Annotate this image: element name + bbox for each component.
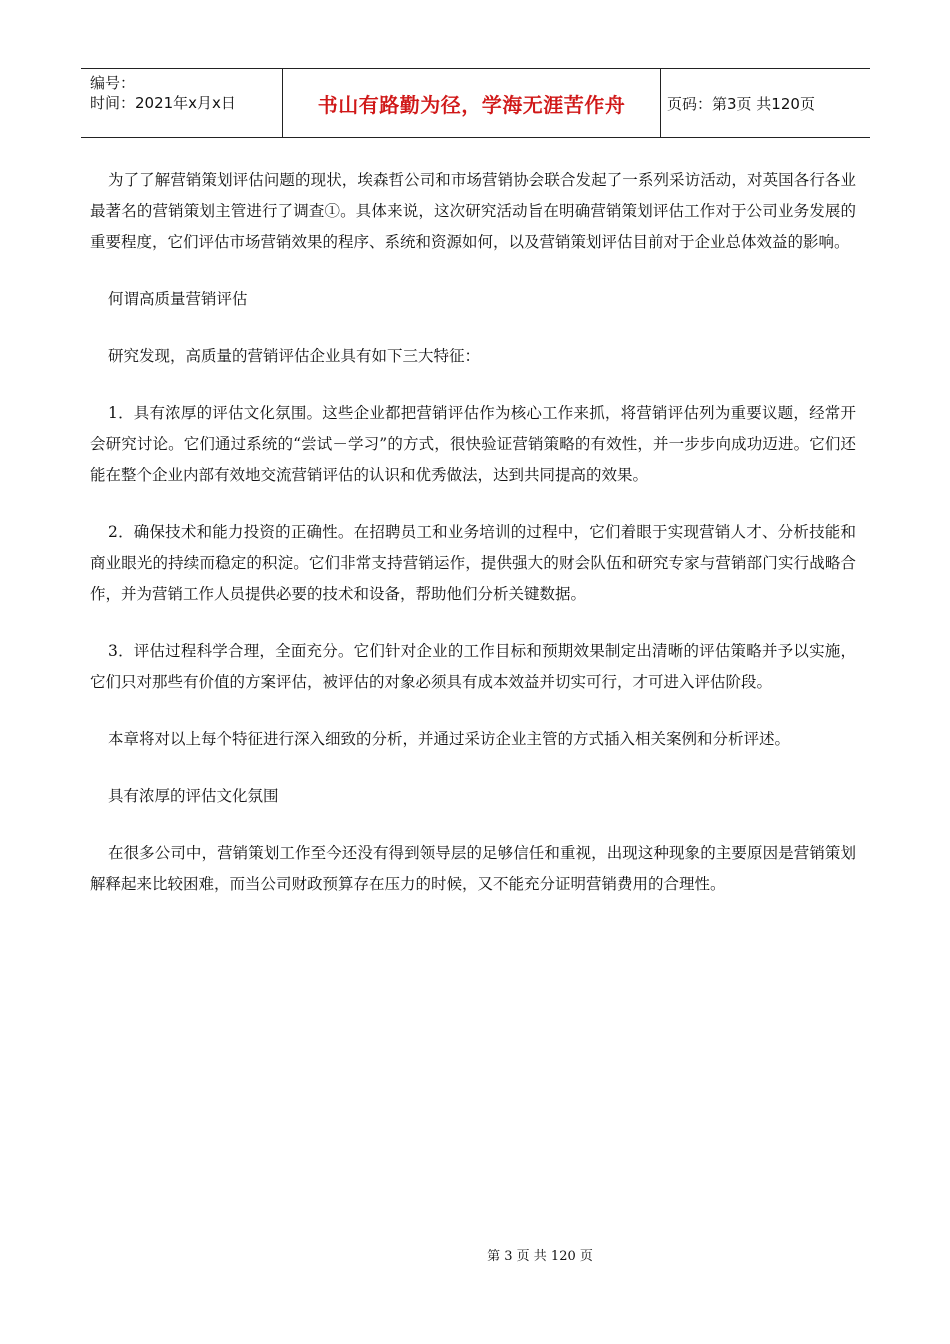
header-motto: 书山有路勤为径，学海无涯苦作舟 [282,69,661,137]
document-number-label: 编号： [90,74,136,92]
document-body [90,165,856,926]
header-meta [81,69,281,137]
section-heading: 具有浓厚的评估文化氛围 [108,787,279,805]
body-paragraph: 研究发现，高质量的营销评估企业具有如下三大特征： [108,347,481,365]
section-heading: 何谓高质量营销评估 [108,290,248,308]
page-header [81,68,870,138]
body-paragraph: 在很多公司中，营销策划工作至今还没有得到领导层的足够信任和重视，出现这种现象的主要原因是营销策划解释起来比较困难，而当公司财政预算存在压力的时候，又不能充分证明营销费用的合理性。 [90,844,856,893]
body-paragraph: 为了了解营销策划评估问题的现状，埃森哲公司和市场营销协会联合发起了一系列采访活动，对英国各行各业最著名的营销策划主管进行了调查①。具体来说，这次研究活动旨在明确营销策划评估工作对于公司业务发展的重要程度，它们评估市场营销效果的程序、系统和资源如何，以及营销策划评估目前对于企业总体效益的影响。 [90,171,856,251]
document-time-label: 时间：2021年x月x日 [90,94,236,112]
list-item: 3．评估过程科学合理，全面充分。它们针对企业的工作目标和预期效果制定出清晰的评估策略并予以实施，它们只对那些有价值的方案评估，被评估的对象必须具有成本效益并切实可行，才可进入评估阶段。 [90,642,856,691]
list-item: 2．确保技术和能力投资的正确性。在招聘员工和业务培训的过程中，它们着眼于实现营销人才、分析技能和商业眼光的持续而稳定的积淀。它们非常支持营销运作，提供强大的财会队伍和研究专家与营销部门实行战略合作，并为营销工作人员提供必要的技术和设备，帮助他们分析关键数据。 [90,523,856,603]
header-page-info: 页码：第3页 共120页 [667,94,815,113]
list-item: 1．具有浓厚的评估文化氛围。这些企业都把营销评估作为核心工作来抓，将营销评估列为重要议题，经常开会研究讨论。它们通过系统的“尝试－学习”的方式，很快验证营销策略的有效性，并一步步向成功迈进。它们还能在整个企业内部有效地交流营销评估的认识和优秀做法，达到共同提高的效果。 [90,404,856,484]
body-paragraph: 本章将对以上每个特征进行深入细致的分析，并通过采访企业主管的方式插入相关案例和分析评述。 [108,730,791,748]
page-footer: 第 3 页 共 120 页 [487,1249,593,1264]
